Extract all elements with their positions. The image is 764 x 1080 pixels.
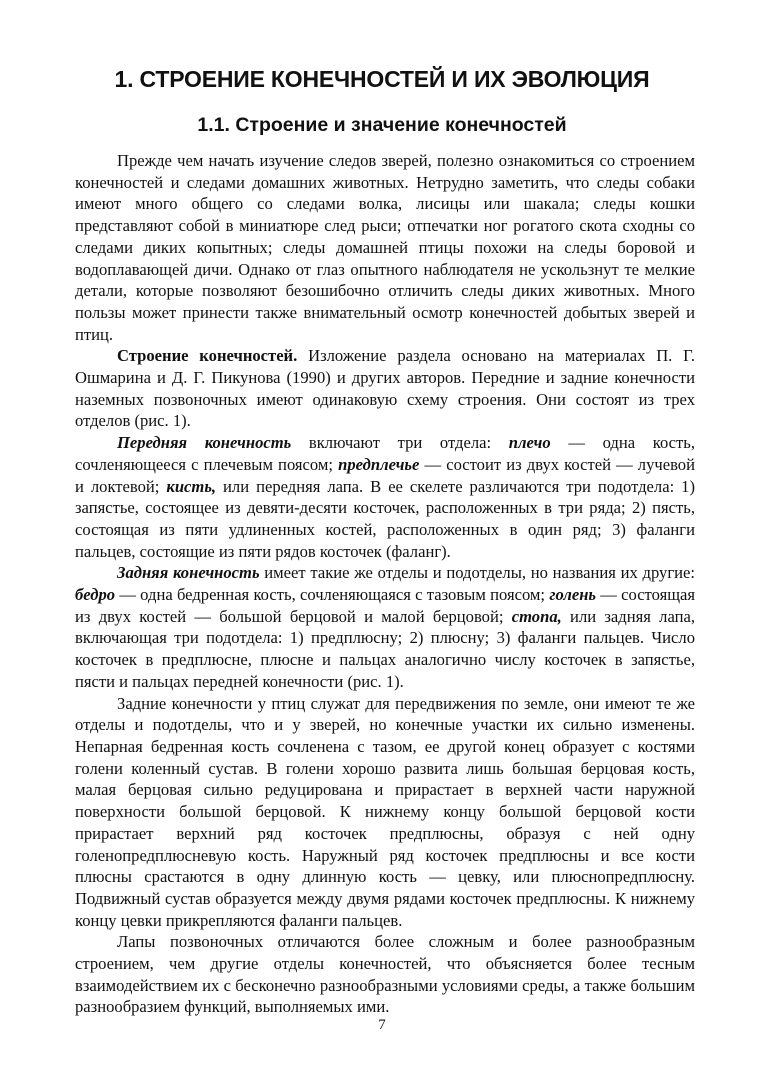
paragraph-limb-structure [75,345,695,432]
paragraph-birds: Задние конечности у птиц служат для передвижения по земле, они имеют те же отделы и подотделы, что и у зверей, но конечные участки их сильно изменены. Непарная бедренная кость сочленена с тазом, ее другой конец образует с костями голени коленный сустав. В голени хорошо развита лишь большая берцовая кость, малая берцовая сильно редуцирована и прирастает в верхней части наружной поверхности большой берцовой. К нижнему концу большой берцовой кости прирастает верхний ряд косточек предплюсны, образуя с ней одну голенопредплюсневую кость. Наружный ряд косточек предплюсны и все кости плюсны срастаются в одну длинную кость — цевку, или плюснопредплюсну. Подвижный сустав образуется между двумя рядами косточек предплюсны. К нижнему концу цевки прикрепляются фаланги пальцев. [75,693,695,930]
paragraph-text: — одна бедренная кость, сочленяющаяся с тазовым поясом; [115,585,550,605]
term-hand: кисть, [166,476,217,496]
paragraph-hind-limb [75,562,695,692]
paragraph-text: или передняя лапа. В ее скелете различаются три подотдела: 1) запястье, состоящее из девяти-десяти косточек, расположенных в три ряда; 2) пясть, состоящая из пяти удлиненных костей, расположенных в один ряд; 3) фаланги пальцев, состоящие из пяти рядов косточек (фаланг). [75,476,695,561]
section-title: 1.1. Строение и значение конечностей [197,114,567,136]
paragraph-paws: Лапы позвоночных отличаются более сложным и более разнообразным строением, чем другие отделы конечностей, что объясняется более тесным взаимодействием их с бесконечно разнообразными условиями среды, а также большим разнообразием функций, выполняемых ими. [75,932,695,1017]
term-thigh: бедро [75,585,116,605]
body-text [75,150,695,1018]
paragraph-text: или задняя лапа, включающая три подотдела: 1) предплюсну; 2) плюсну; 3) фаланги пальцев. Число косточек в предплюсне, плюсне и пальцах аналогично числу косточек в запястье, пясти и пальцах передней конечности (рис. 1). [75,606,695,691]
term-shoulder: плечо [508,433,551,453]
paragraph-intro: Прежде чем начать изучение следов зверей, полезно ознакомиться со строением конечностей и следами домашних животных. Нетрудно заметить, что следы собаки имеют много общего со следами волка, лисицы или шакала; следы кошки представляют собой в миниатюре след рыси; отпечатки ног рогатого скота сходны со следами диких копытных; следы домашней птицы похожи на следы боровой и водоплавающей дичи. Однако от глаз опытного наблюдателя не ускользнут те мелкие детали, которые позволяют безошибочно отличить следы диких животных. Много пользы может принести также внимательный осмотр конечностей добытых зверей и птиц. [75,151,695,344]
paragraph-text: включают три отдела: [291,433,509,453]
paragraph-text: имеет такие же отделы и подотделы, но названия их другие: [259,563,695,583]
paragraph-text: Изложение раздела основано на материалах П. Г. Ошмарина и Д. Г. Пикунова (1990) и других авторов. Передние и задние конечности наземных позвоночных имеют одинаковую схему строения. Они состоят из трех отделов (рис. 1). [75,346,696,431]
term-shin: голень [549,585,596,605]
term-front-limb: Передняя конечность [117,433,292,453]
paragraph-text: — состоящая из двух костей — большой берцовой и малой берцовой; [75,585,695,626]
page-number: 7 [378,1017,386,1033]
paragraph-text: — состоит из двух костей — лучевой и локтевой; [75,454,695,496]
paragraph-text: — одна кость, сочленяющееся с плечевым поясом; [75,433,695,474]
chapter-title: 1. СТРОЕНИЕ КОНЕЧНОСТЕЙ И ИХ ЭВОЛЮЦИЯ [114,66,650,92]
term-forearm: предплечье [338,454,420,474]
term-hind-limb: Задняя конечность [117,563,260,583]
paragraph-front-limb [75,432,695,562]
run-in-heading: Строение конечностей. [117,346,298,366]
term-foot: стопа, [511,606,562,626]
